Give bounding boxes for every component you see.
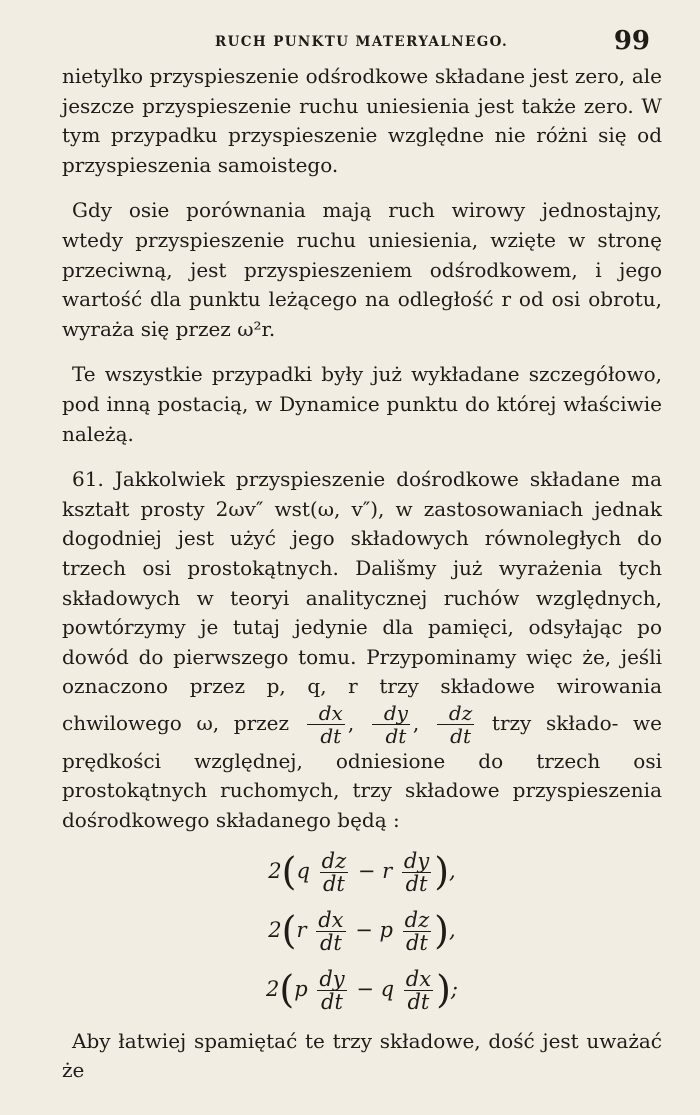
page-number: 99 [613, 26, 650, 56]
equation-2: 2(r $\frac{dx}{dt}$ − p $\frac{dz}{dt}$ ), [268, 907, 456, 955]
fraction-dz-dt: $\frac{dz}{dt}$ [437, 702, 474, 747]
paragraph-1: nietylko przyspieszenie odśrodkowe składane jest zero, ale jeszcze przyspieszenie ruchu uniesienia jest także zero. W tym przypadku przyspieszenie względne nie różni się od przyspieszenia samoistego. [62, 64, 662, 177]
paragraph-4-part-c: we prędkości względnej, odniesione do trzech osi prostokątnych ruchomych, trzy składowe przyspieszenia dośrodkowego składanego będą : [62, 710, 663, 833]
paragraph-3: Te wszystkie przypadki były już wykładane szczegółowo, pod inną postacią, w Dynamice punktu do której właściwie należą. [62, 362, 662, 446]
fraction-dx-dt: $\frac{dx}{dt}$ [307, 702, 345, 747]
equation-1: 2(q $\frac{dz}{dt}$ − r $\frac{dy}{dt}$ ), [268, 848, 456, 896]
page-header [60, 26, 660, 60]
paragraph-4-part-b-post: trzy składo- [491, 710, 619, 735]
running-title: RUCH PUNKTU MATERYALNEGO. [215, 34, 509, 50]
paragraph-2: Gdy osie porównania mają ruch wirowy jednostajny, wtedy przyspieszenie ruchu uniesienia, wzięte w stronę przeciwną, jest przyspieszeniem odśrodkowem, i jego wartość dla punktu leżącego na odległość r od osi obrotu, wyraża się przez ω²r. [62, 198, 662, 341]
paragraph-4-part-a: 61. Jakkolwiek przyspieszenie dośrodkowe składane ma kształt prosty 2ωv″ wst(ω, v″), w zastosowaniach jednak dogodniej jest użyć jego składowych równoległych do trzech osi prostokątnych. Dališmy już wyrażenia tych składowych w teoryi analitycznej ruchów względnych, powtórzymy je tutaj jedynie dla pamięci, odsyłając po dowód do pierwszego tomu. Przypominamy więc że, jeśli oznaczono przez p, q, r trzy składowe [62, 467, 662, 699]
paragraph-4: 61. Jakkolwiek przyspieszenie dośrodkowe składane ma kształt prosty 2ωv″ wst(ω, v″), w zastosowaniach jednak dogodniej jest użyć jego składowych równoległych do trzech osi prostokątnych. Dališmy już wyrażenia tych składowych w teoryi analitycznej ruchów względnych, powtórzymy je tutaj jedynie dla pamięci, odsyłając po dowód do pierwszego tomu. Przypominamy więc że, jeśli oznaczono przez p, q, r trzy składowe wirowania chwilowego ω, przez $\frac{dx}{dt}$ , $\frac{dy}{dt}$ , $\frac{dz}{dt}$ trzy składo- we prędkości względnej, odniesione do trzech osi prostokątnych ruchomych, trzy składowe przyspieszenia dośrodkowego składanego będą : [62, 467, 663, 833]
fraction-dy-dt: $\frac{dy}{dt}$ [372, 702, 410, 747]
page-body [62, 62, 662, 1086]
paragraph-5: Aby łatwiej spamiętać te trzy składowe, dość jest uważać że [62, 1028, 662, 1083]
equation-3: 2(p $\frac{dy}{dt}$ − q $\frac{dx}{dt}$ ); [266, 966, 458, 1014]
paragraph-4-part-b-pre: wirowania chwilowego ω, przez [62, 674, 662, 735]
